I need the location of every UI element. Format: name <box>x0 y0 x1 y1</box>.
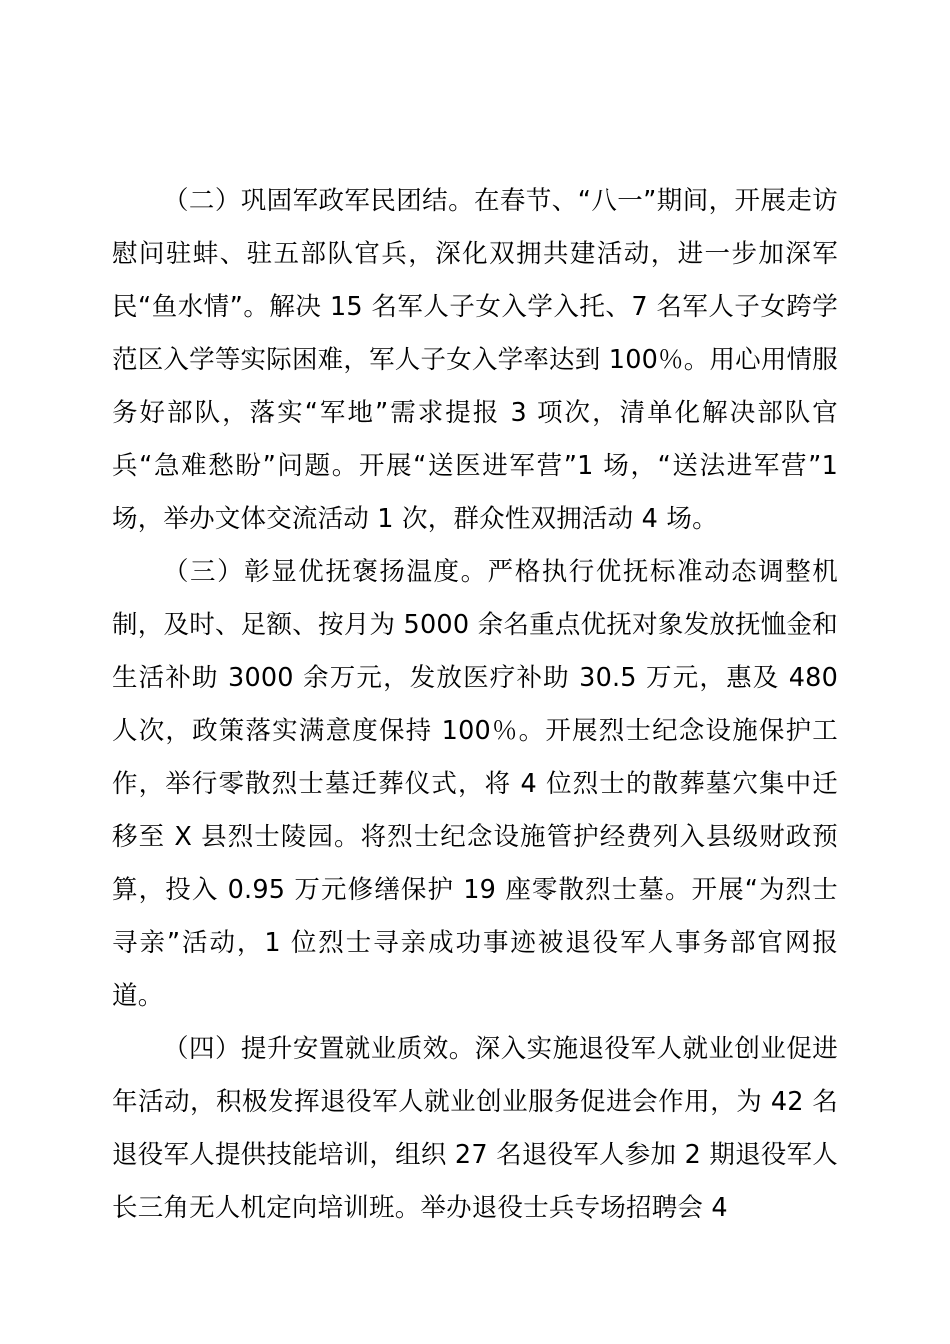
document-body <box>112 175 838 1235</box>
paragraph-3: （三）彰显优抚褒扬温度。严格执行优抚标准动态调整机制，及时、足额、按月为 5000 余名重点优抚对象发放抚恤金和生活补助 3000 余万元，发放医疗补助 30.5 万元，惠及 480 人次，政策落实满意度保持 100％。开展烈士纪念设施保护工作，举行零散烈士墓迁葬仪式，将 4 位烈士的散葬墓穴集中迁移至 X 县烈士陵园。将烈士纪念设施管护经费列入县级财政预算，投入 0.95 万元修缮保护 19 座零散烈士墓。开展“为烈士寻亲”活动，1 位烈士寻亲成功事迹被退役军人事务部官网报道。 <box>112 557 838 1011</box>
paragraph-4: （四）提升安置就业质效。深入实施退役军人就业创业促进年活动，积极发挥退役军人就业创业服务促进会作用，为 42 名退役军人提供技能培训，组织 27 名退役军人参加 2 期退役军人长三角无人机定向培训班。举办退役士兵专场招聘会 4 <box>112 1034 838 1223</box>
paragraph-2: （二）巩固军政军民团结。在春节、“八一”期间，开展走访慰问驻蚌、驻五部队官兵，深化双拥共建活动，进一步加深军民“鱼水情”。解决 15 名军人子女入学入托、7 名军人子女跨学范区入学等实际困难，军人子女入学率达到 100％。用心用情服务好部队，落实“军地”需求提报 3 项次，清单化解决部队官兵“急难愁盼”问题。开展“送医进军营”1 场，“送法进军营”1 场，举办文体交流活动 1 次，群众性双拥活动 4 场。 <box>112 186 838 534</box>
